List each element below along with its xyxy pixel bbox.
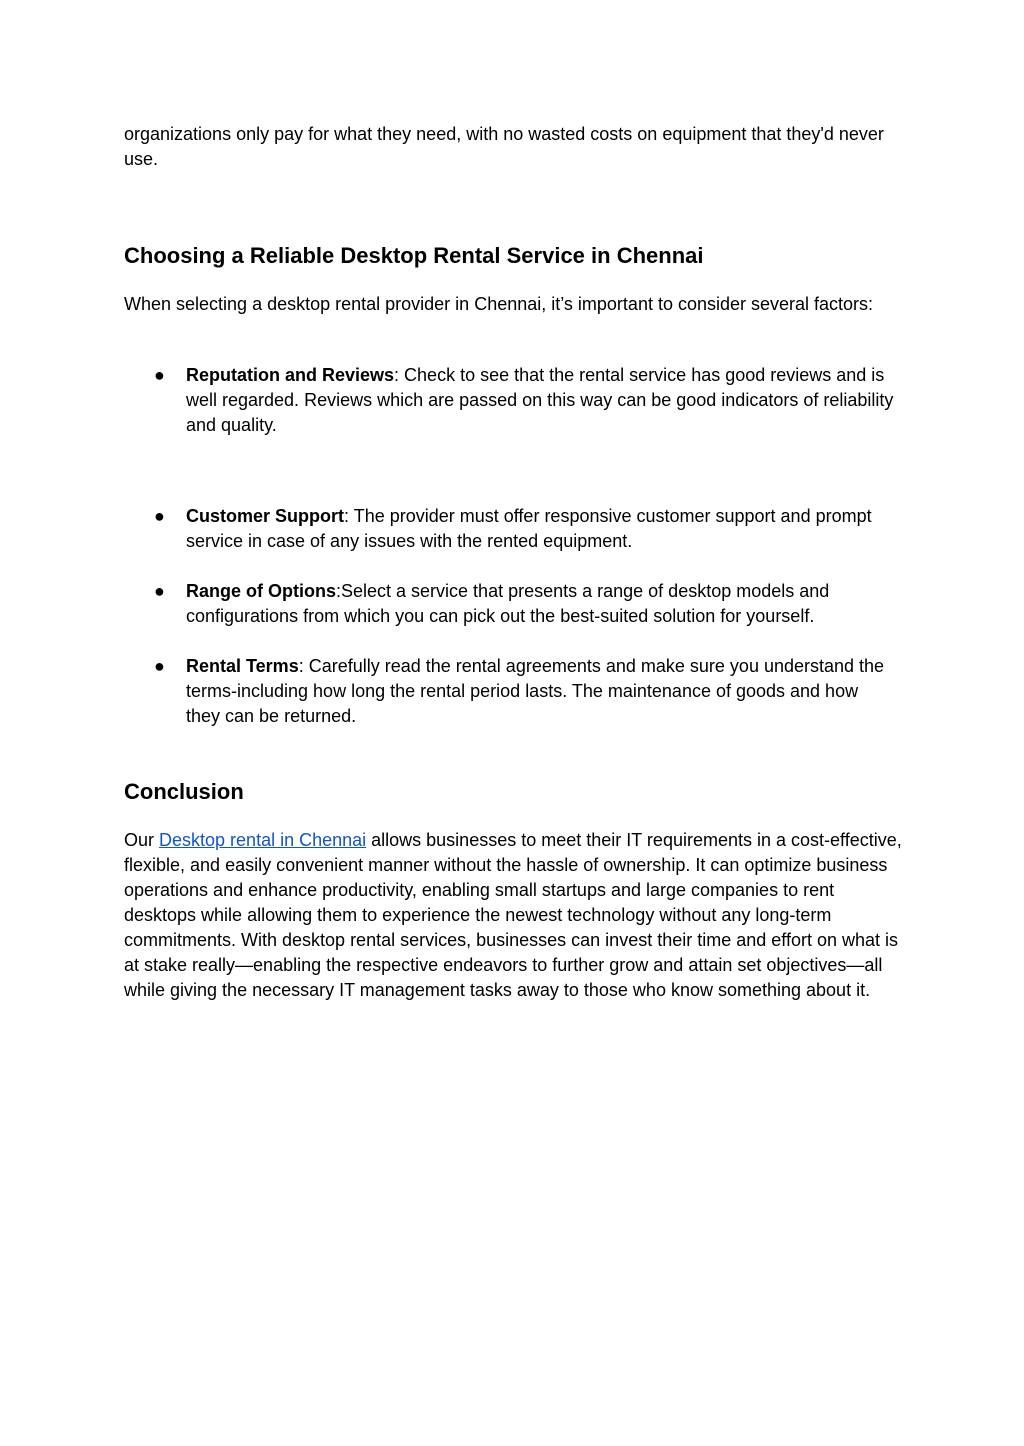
conclusion-lead: Our [124, 830, 160, 850]
bullet-text: : Carefully read the rental agreements and make sure you understand the terms-including how long the rental period lasts. The maintenance of goods and how they can be returned. [186, 656, 885, 726]
conclusion-heading: Conclusion [124, 779, 244, 804]
list-item [124, 363, 904, 438]
bullet-text: :Select a service that presents a range of desktop models and configurations from which you can pick out the best-suited solution for yourself. [186, 581, 830, 626]
bullet-text: : The provider must offer responsive customer support and prompt service in case of any issues with the rented equipment. [186, 506, 872, 551]
bullet-icon: ● [154, 365, 165, 385]
conclusion-paragraph [124, 828, 904, 1003]
intro-paragraph-tail: organizations only pay for what they need, with no wasted costs on equipment that they'd never use. [124, 124, 884, 169]
choosing-heading: Choosing a Reliable Desktop Rental Service in Chennai [124, 243, 704, 268]
choosing-paragraph: When selecting a desktop rental provider in Chennai, it’s important to consider several factors: [124, 294, 874, 314]
bullet-term: Range of Options [186, 581, 336, 601]
list-item [124, 579, 904, 629]
bullet-icon: ● [154, 656, 165, 676]
bullet-term: Customer Support [186, 506, 345, 526]
bullet-text: : Check to see that the rental service has good reviews and is well regarded. Reviews which are passed on this way can be good indicators of reliability and quality. [186, 365, 894, 435]
list-item [124, 504, 904, 554]
conclusion-rest: allows businesses to meet their IT requirements in a cost-effective, flexible, and easily convenient manner without the hassle of ownership. It can optimize business operations and enhance productivity, enabling small startups and large companies to rent desktops while allowing them to experience the newest technology without any long-term commitments. With desktop rental services, businesses can invest their time and effort on what is at stake really—enabling the respective endeavors to further grow and attain set objectives—all while giving the necessary IT management tasks away to those who know something about it. [124, 830, 902, 1000]
bullet-term: Reputation and Reviews [186, 365, 395, 385]
desktop-rental-link[interactable]: Desktop rental in Chennai [159, 830, 367, 850]
bullet-icon: ● [154, 581, 165, 601]
bullet-icon: ● [154, 506, 165, 526]
list-item [124, 654, 904, 729]
bullet-term: Rental Terms [186, 656, 299, 676]
